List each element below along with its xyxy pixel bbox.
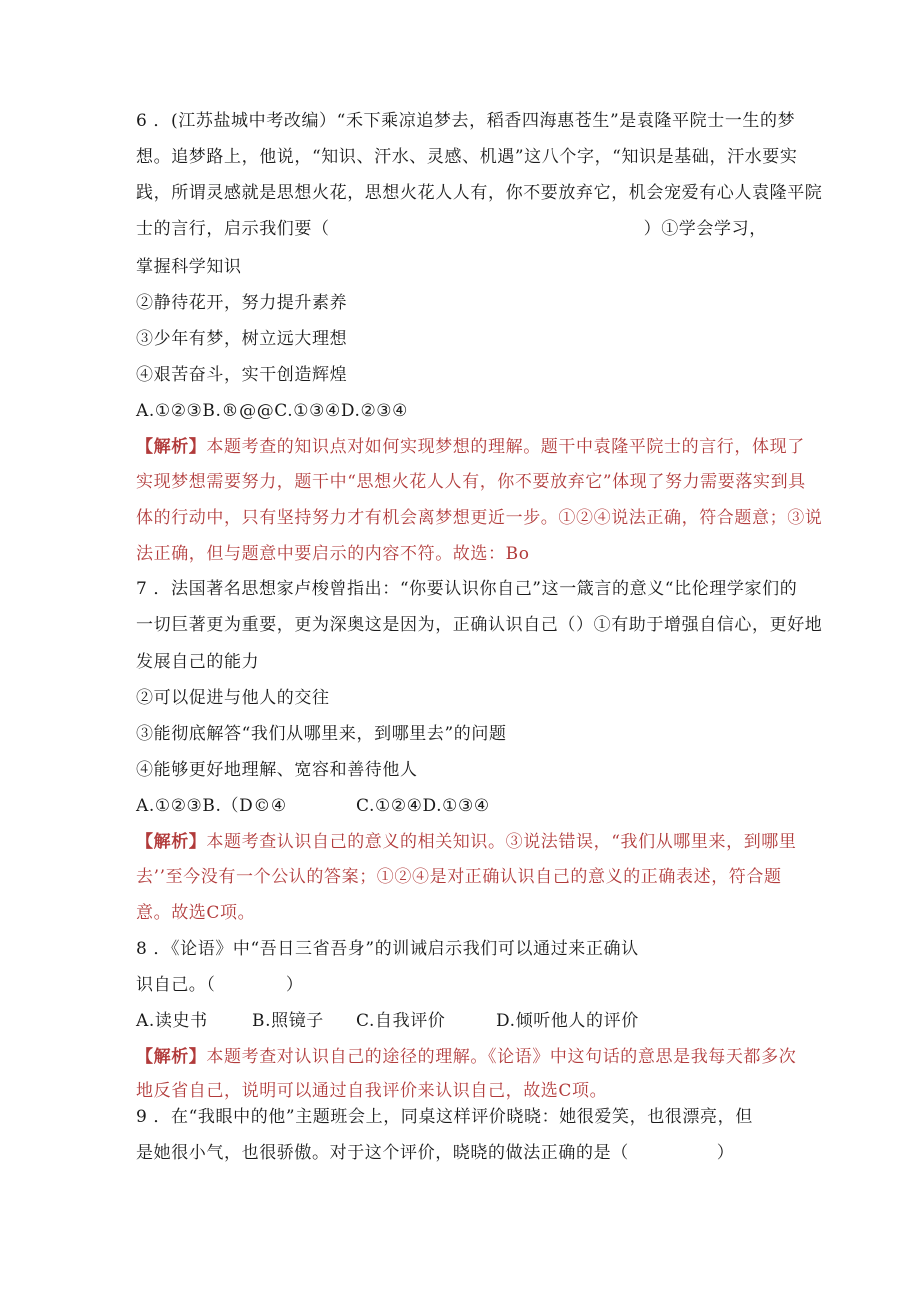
q6-item-4: ④艰苦奋斗，实干创造辉煌 [136,365,348,385]
analysis-tag: 【解析】 [136,437,207,457]
q8-line-1: 8 ．《论语》中“吾日三省吾身”的训诫启示我们可以通过来正确认 [136,939,639,959]
q8-analysis-line-1 [136,1046,796,1068]
q6-line-4 [136,218,767,240]
q6-analysis-line-2: 实现梦想需要努力，题干中“思想火花人人有，你不要放弃它”体现了努力需要落实到具 [136,472,806,492]
q6-line-2: 想。追梦路上，他说，“知识、汗水、灵感、机遇”这八个字，“知识是基础，汗水要实 [136,147,798,167]
q9-line-2: 是她很小气，也很骄傲。对于这个评价，晓晓的做法正确的是（ ） [136,1143,735,1163]
q9-line-1: 9 ．在“我眼中的他”主题班会上，同桌这样评价晓晓：她很爱笑，也很漂亮，但 [136,1107,753,1127]
analysis-tag: 【解析】 [136,1047,207,1067]
q6-line-4-stem: 士的言行，启示我们要（ [136,219,330,239]
q8-analysis-text-1: 本题考查对认识自己的途径的理解。《论语》中这句话的意思是我每天都多次 [206,1047,797,1067]
q7-item-4: ④能够更好地理解、宽容和善待他人 [136,760,418,780]
q7-analysis-line-3: 意。故选C项。 [136,903,256,923]
q6-line-1: 6 ．(江苏盐城中考改编）“禾下乘凉追梦去，稻香四海惠苍生”是袁隆平院士一生的梦 [136,111,796,131]
q7-item-2: ②可以促进与他人的交往 [136,688,330,708]
q6-analysis-line-1 [136,436,805,458]
q7-line-1: 7 ．法国著名思想家卢梭曾指出：“你要认识你自己”这一箴言的意义“比伦理学家们的 [136,579,798,599]
q7-line-3: 发展自己的能力 [136,652,260,672]
q8-line-2: 识自己。（ ） [136,975,304,995]
q7-item-3: ③能彻底解答“我们从哪里来，到哪里去”的问题 [136,724,507,744]
q7-line-2: 一切巨著更为重要，更为深奥这是因为，正确认识自己（）①有助于增强自信心，更好地 [136,615,823,635]
q8-option-c: C.自我评价 [356,1011,446,1031]
q6-item-1-cont: 掌握科学知识 [136,257,242,277]
q6-item-2: ②静待花开，努力提升素养 [136,293,348,313]
q8-option-b: B.照镜子 [252,1011,324,1031]
q8-option-d: D.倾听他人的评价 [496,1011,639,1031]
q6-line-4-tail: ）①学会学习， [643,219,767,239]
q7-analysis-line-2: 去’’至今没有一个公认的答案；①②④是对正确认识自己的意义的正确表述，符合题 [136,867,782,887]
q6-options: A.①②③B.®@@C.①③④D.②③④ [136,401,408,421]
q6-line-3: 践，所谓灵感就是思想火花，思想火花人人有，你不要放弃它，机会宠爱有心人袁隆平院 [136,183,823,203]
q7-analysis-line-1 [136,831,797,853]
q7-option-ab: A.①②③B.（D©④ [136,796,287,816]
q6-analysis-line-3: 体的行动中，只有坚持努力才有机会离梦想更近一步。①②④说法正确，符合题意；③说 [136,508,823,528]
q6-analysis-line-4: 法正确，但与题意中要启示的内容不符。故选：Bo [136,544,530,564]
q8-option-a: A.读史书 [136,1011,208,1031]
analysis-tag: 【解析】 [136,832,207,852]
q6-analysis-text-1: 本题考查的知识点对如何实现梦想的理解。题干中袁隆平院士的言行，体现了 [206,437,805,457]
q8-analysis-line-2: 地反省自己，说明可以通过自我评价来认识自己，故选C项。 [136,1081,608,1101]
q8-options [136,1010,639,1032]
q7-analysis-text-1: 本题考查认识自己的意义的相关知识。③说法错误，“我们从哪里来，到哪里 [206,832,797,852]
q7-options [136,795,490,817]
q7-option-cd: C.①②④D.①③④ [356,796,490,816]
q6-item-3: ③少年有梦，树立远大理想 [136,329,348,349]
